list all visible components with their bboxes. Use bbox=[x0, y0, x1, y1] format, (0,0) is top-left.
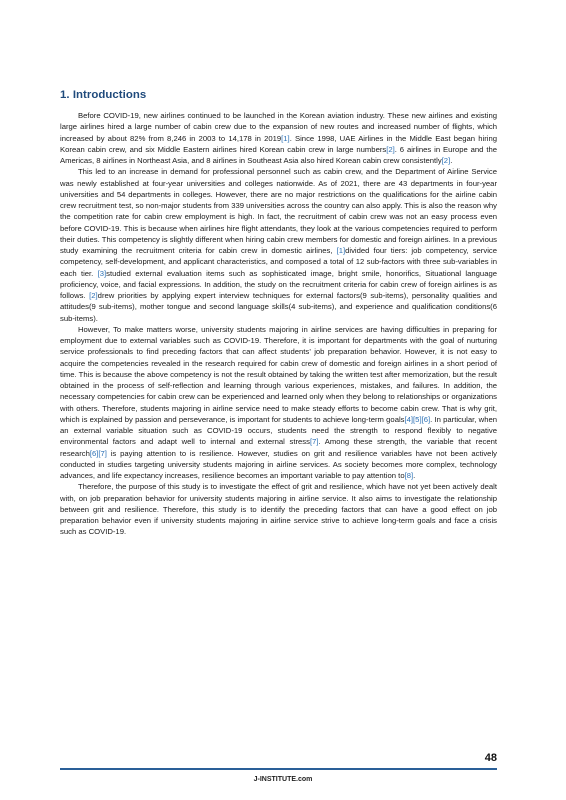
paragraph-text: divided four tiers: job competency, service competency, self-development, and applicant characteristics, and composed a total of 12 sub-factors with three sub-variables in each tier. bbox=[60, 246, 498, 278]
paragraph bbox=[60, 166, 497, 324]
citation-link[interactable]: [2] bbox=[386, 144, 395, 154]
paragraph-text: . Since 1998, UAE Airlines in the Middle East began hiring Korean cabin crew, and six Middle Eastern airlines hired Korean cabin crew in large numbers bbox=[60, 133, 497, 154]
citation-link[interactable]: [8] bbox=[404, 471, 414, 480]
paragraph-text: drew priorities by applying expert interview techniques for external factors(9 sub-items), personality qualities and attitudes(9 sub-items), mother tongue and second language skills(4 sub-items), and experience and qualification conditions(6 sub-items). bbox=[60, 291, 497, 323]
page-number: 48 bbox=[484, 752, 497, 764]
citation-link[interactable]: [2] bbox=[441, 156, 451, 165]
paragraph-text: However, To make matters worse, university students majoring in airline services are having difficulties in preparing for employment due to external variables such as COVID-19. Therefore, it is important for departments with the goal of nurturing service professionals to find preceding factors that can affect students’ job preparation behavior. However, it is not easy to acquire the competencies revealed in the research required for cabin crew of domestic and foreign airlines in a short period of time. This is because the above competency is not the result obtained by taking the written test after memorization, but the result obtained in the process of self-reflection and learning through various experiences, mistakes, and failures. In addition, the necessary competencies for cabin crew can be experienced and learned only when they belong to relationships or organizations with others. Therefore, students majoring in airline service need to make steady efforts to become cabin crew. That is why grit, which is explained by passion and perseverance, is important for students to achieve long-term goals bbox=[60, 324, 497, 424]
paragraph-text: Before COVID-19, new airlines continued to be launched in the Korean aviation industry. These new airlines and existing large airlines hired a large number of cabin crew due to the expansion of new routes and increased number of flights, which increased by about 82% from 8,246 in 2003 to 14,178 in 2019 bbox=[60, 111, 497, 143]
citation-link[interactable]: [2] bbox=[89, 291, 98, 300]
paragraph-text: Therefore, the purpose of this study is to investigate the effect of grit and resilience, which have not yet been actively dealt with, on job preparation behavior for university students majoring in airline service. It also aims to investigate the relationship between grit and resilience. Therefore, this study is to identify the preceding factors that can have a good effect on job preparation behavior even if university students majoring in airline service strive to achieve long-term goals and face a crisis such as COVID-19. bbox=[60, 482, 497, 537]
paragraph-text: . In particular, when an external variable situation such as COVID-19 occurs, students need the strength to respond flexibly to negative environmental factors and adapt well to internal and external stress bbox=[60, 414, 497, 447]
paragraph bbox=[60, 324, 497, 482]
citation-link[interactable]: [6][7] bbox=[89, 448, 107, 458]
paragraph-text: . bbox=[413, 471, 416, 480]
paragraph bbox=[60, 481, 497, 537]
citation-link[interactable]: [3] bbox=[97, 268, 107, 278]
citation-link[interactable]: [1] bbox=[281, 133, 290, 143]
section-heading: 1. Introductions bbox=[60, 89, 147, 101]
paragraph bbox=[60, 110, 497, 166]
citation-link[interactable]: [1] bbox=[336, 246, 346, 255]
paragraph-text: is paying attention to is resilience. However, studies on grit and resilience variables have not been actively conducted in studies targeting university students majoring in airline services. As society becomes more complex, technology advances, and life expectancy increases, resilience becomes an important variable to pay attention to bbox=[60, 448, 497, 480]
footer-rule bbox=[60, 768, 497, 770]
citation-link[interactable]: [4][5][6] bbox=[404, 414, 431, 424]
paragraph-text: studied external evaluation items such as sophisticated image, bright smile, honorifics, Situational language proficiency, voice, and facial expressions. In addition, the study on the recruitment criteria for cabin crew of foreign airlines is as follows. bbox=[60, 268, 498, 300]
paragraph-text: . 6 airlines in Europe and the Americas, 8 airlines in Northeast Asia, and 8 airlines in Southeast Asia also hired Korean cabin crew consistently bbox=[60, 144, 498, 165]
paragraph-text: . bbox=[450, 156, 453, 165]
paragraph-text: This led to an increase in demand for professional personnel such as cabin crew, and the Department of Airline Service was newly established at four-year universities and colleges nationwide. As of 2021, there are 43 departments in four-year universities and 54 departments in colleges. However, there are no major restrictions on the qualifications for the airline cabin crew recruitment test, so non-major students from 339 universities across the country can also apply. This is also the reason why the competition rate for cabin crew employment is high. In fact, the recruitment of cabin crew was not an easy process even before COVID-19. This is because when airlines hire flight attendants, they look at the various competencies required to perform their duties. This competency is slightly different when hiring cabin crew members for domestic and foreign airlines. In a previous study examining the recruitment criteria for cabin crew in domestic airlines, bbox=[60, 167, 497, 255]
paragraph-text: . Among these strength, the variable that recent research bbox=[60, 437, 497, 458]
body-text bbox=[60, 110, 497, 538]
footer-site: J-INSTITUTE.com bbox=[253, 776, 313, 783]
citation-link[interactable]: [7] bbox=[309, 437, 319, 447]
